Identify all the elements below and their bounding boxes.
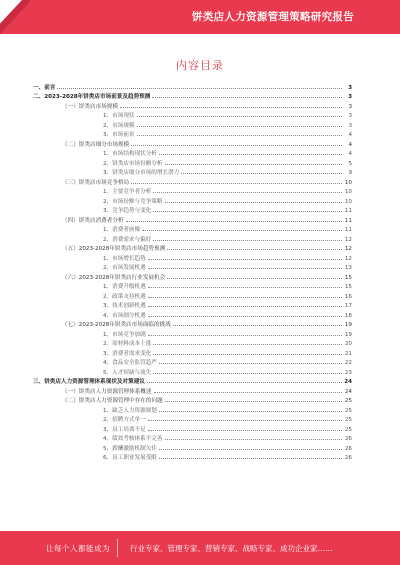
toc-leader-dots (153, 211, 342, 212)
toc-entry-page: 18 (344, 312, 352, 319)
toc-entry-page: 4 (348, 132, 352, 138)
toc-entry[interactable] (0, 91, 400, 101)
toc-entry-page: 3 (348, 84, 352, 91)
toc-entry[interactable] (0, 376, 400, 386)
toc-entry-label: 2、市场发展机遇 (103, 265, 146, 271)
toc-leader-dots (148, 316, 342, 317)
toc-entry[interactable] (0, 110, 400, 120)
toc-entry[interactable] (0, 414, 400, 424)
toc-entry-page: 25 (344, 407, 352, 414)
toc-entry-page: 25 (344, 417, 352, 423)
toc-entry-label: 2、市场份额与竞争策略 (103, 198, 163, 205)
toc-entry-label: 6、员工职业发展受限 (103, 455, 157, 461)
toc-leader-dots (152, 97, 342, 98)
toc-leader-dots (131, 183, 342, 184)
toc-entry-label: 1、消费者画像 (103, 227, 141, 233)
toc-entry[interactable] (0, 252, 400, 262)
report-title: 饼类店人力资源管理策略研究报告 (192, 11, 354, 23)
toc-leader-dots (148, 287, 342, 288)
toc-entry-label: 三、饼类店人力资源管理体系现状及对策建议 (33, 379, 145, 385)
toc-entry-label: （一）饼类店市场规模 (62, 103, 118, 110)
toc-entry-page: 3 (348, 122, 352, 129)
toc-entry-page: 3 (348, 113, 352, 119)
toc-entry-page: 16 (344, 293, 352, 300)
toc-leader-dots (173, 325, 342, 326)
page-header-bar (0, 0, 400, 34)
toc-leader-dots (165, 439, 343, 440)
toc-leader-dots (142, 230, 342, 231)
toc-leader-dots (57, 88, 342, 89)
toc-entry[interactable] (0, 138, 400, 148)
toc-leader-dots (159, 411, 342, 412)
toc-entry-label: 2、原材料成本上涨 (103, 341, 152, 347)
toc-entry-page: 10 (344, 198, 352, 205)
toc-entry-page: 12 (344, 236, 352, 243)
toc-entry-page: 3 (348, 103, 352, 110)
toc-entry-label: 2、政策支持机遇 (103, 293, 146, 300)
toc-entry-label: （四）饼类店消费者分析 (62, 217, 124, 224)
toc-entry-page: 15 (344, 274, 352, 281)
toc-leader-dots (148, 420, 342, 421)
toc-entry[interactable] (0, 300, 400, 310)
toc-entry[interactable] (0, 319, 400, 329)
toc-entry-page: 25 (344, 398, 352, 404)
toc-leader-dots (153, 354, 342, 355)
toc-leader-dots (165, 401, 342, 402)
toc-entry-page: 4 (348, 151, 352, 157)
toc-entry[interactable] (0, 119, 400, 129)
toc-entry[interactable] (0, 433, 400, 443)
toc-entry-label: 3、竞争趋势与变化 (103, 208, 152, 214)
toc-entry-label: 1、市场现状 (103, 113, 135, 119)
toc-entry-label: 3、消费者需求变化 (103, 350, 152, 357)
toc-entry[interactable] (0, 395, 400, 405)
toc-entry[interactable] (0, 309, 400, 319)
toc-entry-label: 3、员工培训不足 (103, 426, 146, 433)
toc-entry-label: 2、招聘方式单一 (103, 417, 146, 423)
table-of-contents (0, 81, 400, 509)
toc-leader-dots (148, 306, 342, 307)
toc-entry-label: 1、消费升级机遇 (103, 284, 146, 290)
toc-leader-dots (159, 449, 342, 450)
footer-slogan-right: 行业专家、管理专家、营销专家、战略专家、成功企业家…… (130, 544, 333, 553)
toc-entry-label: 2、消费需求与偏好 (103, 236, 152, 243)
toc-leader-dots (165, 202, 343, 203)
toc-entry-label: 1、缺乏人力资源规划 (103, 407, 157, 414)
toc-entry[interactable] (0, 357, 400, 367)
toc-entry[interactable] (0, 347, 400, 357)
toc-entry[interactable] (0, 148, 400, 158)
toc-entry[interactable] (0, 224, 400, 234)
toc-leader-dots (153, 344, 342, 345)
toc-leader-dots (148, 430, 342, 431)
toc-entry[interactable] (0, 157, 400, 167)
toc-entry-page: 10 (344, 189, 352, 195)
toc-entry-page: 4 (348, 141, 352, 148)
toc-entry-page: 23 (344, 369, 352, 376)
toc-entry[interactable] (0, 328, 400, 338)
toc-entry[interactable] (0, 442, 400, 452)
toc-entry-label: 3、市场前景 (103, 132, 135, 138)
toc-entry-page: 20 (344, 341, 352, 347)
toc-entry[interactable] (0, 214, 400, 224)
toc-entry-label: 1、市场结构现状分析 (103, 151, 157, 157)
toc-entry-page: 24 (344, 388, 352, 395)
toc-leader-dots (148, 335, 342, 336)
toc-entry[interactable] (0, 271, 400, 281)
toc-entry-page: 9 (348, 170, 352, 176)
toc-leader-dots (167, 249, 342, 250)
toc-leader-dots (167, 278, 342, 279)
toc-entry[interactable] (0, 262, 400, 272)
toc-entry-label: 4、市场细分机遇 (103, 312, 146, 319)
toc-leader-dots (148, 297, 342, 298)
toc-entry[interactable] (0, 385, 400, 395)
toc-leader-dots (159, 363, 342, 364)
toc-entry[interactable] (0, 366, 400, 376)
toc-leader-dots (165, 164, 343, 165)
page-footer-bar (0, 531, 400, 565)
toc-entry-label: （二）饼类店细分市场规模 (62, 141, 130, 148)
toc-entry[interactable] (0, 281, 400, 291)
toc-entry-label: （三）饼类店市场竞争格局 (62, 179, 130, 186)
toc-entry-label: （七）2023-2028年饼类店市场面临的挑战 (62, 322, 171, 328)
toc-entry[interactable] (0, 195, 400, 205)
toc-entry-label: （二）饼类店人力资源管理中存在的问题 (62, 398, 163, 404)
toc-entry-label: 2、市场规模 (103, 122, 135, 129)
toc-entry[interactable] (0, 290, 400, 300)
toc-entry-page: 26 (344, 445, 352, 452)
toc-entry-page: 11 (344, 217, 352, 224)
toc-entry-label: 二、2023-2028年饼类店市场前景及趋势预测 (33, 94, 151, 100)
toc-entry-page: 13 (344, 265, 352, 271)
toc-leader-dots (147, 382, 342, 383)
toc-leader-dots (137, 135, 342, 136)
toc-entry-page: 3 (348, 94, 352, 100)
toc-entry-page: 5 (348, 160, 352, 167)
toc-leader-dots (153, 240, 342, 241)
toc-entry-page: 11 (344, 227, 352, 233)
toc-entry-label: 1、市场增长趋势 (103, 255, 146, 262)
toc-entry-label: （一）饼类店人力资源管理体系概述 (62, 388, 152, 395)
toc-heading: 内容目录 (176, 59, 224, 72)
toc-leader-dots (154, 392, 342, 393)
toc-leader-dots (153, 192, 342, 193)
footer-divider (117, 539, 118, 557)
toc-entry-page: 26 (344, 455, 352, 461)
toc-entry[interactable] (0, 423, 400, 433)
toc-leader-dots (131, 145, 342, 146)
toc-entry-page: 24 (344, 379, 352, 385)
toc-entry[interactable] (0, 452, 400, 462)
toc-entry-label: 5、人才短缺与流失 (103, 369, 152, 376)
toc-entry[interactable] (0, 167, 400, 177)
toc-entry-page: 26 (344, 436, 352, 442)
toc-entry-page: 12 (344, 246, 352, 252)
toc-entry-label: 2、饼类店市场份额分析 (103, 160, 163, 167)
toc-entry-page: 22 (344, 360, 352, 366)
toc-entry[interactable] (0, 100, 400, 110)
toc-entry-label: 3、技术创新机遇 (103, 303, 146, 309)
toc-entry-label: 4、食品安全监管趋严 (103, 360, 157, 366)
toc-entry-page: 15 (344, 284, 352, 290)
toc-entry-label: （六）2023-2028年饼类店行业发展机会 (62, 274, 166, 281)
toc-entry[interactable] (0, 186, 400, 196)
toc-entry-page: 10 (344, 179, 352, 186)
toc-entry-label: 1、市场竞争加剧 (103, 331, 146, 338)
toc-entry[interactable] (0, 129, 400, 139)
toc-entry[interactable] (0, 404, 400, 414)
toc-entry[interactable] (0, 243, 400, 253)
toc-leader-dots (159, 154, 342, 155)
toc-entry[interactable] (0, 338, 400, 348)
toc-entry-label: （五）2023-2028年饼类店市场趋势预测 (62, 246, 166, 252)
toc-entry[interactable] (0, 176, 400, 186)
toc-entry-page: 19 (344, 331, 352, 338)
footer-slogan-left: 让每个人都能成为 (46, 544, 110, 553)
toc-entry-page: 19 (344, 322, 352, 328)
toc-entry[interactable] (0, 205, 400, 215)
toc-entry-label: 一、前言 (33, 84, 56, 91)
toc-entry-page: 17 (344, 303, 352, 309)
toc-leader-dots (137, 126, 342, 127)
toc-entry-page: 12 (344, 255, 352, 262)
toc-entry-page: 21 (344, 350, 352, 357)
toc-leader-dots (148, 268, 342, 269)
toc-entry-label: 4、绩效考核体系不完善 (103, 436, 163, 442)
toc-entry-label: 1、主要竞争者分析 (103, 189, 152, 195)
toc-leader-dots (153, 373, 342, 374)
toc-entry-label: 3、饼类店细分市场的增长潜力 (103, 170, 180, 176)
toc-entry[interactable] (0, 233, 400, 243)
toc-leader-dots (137, 116, 342, 117)
toc-entry[interactable] (0, 81, 400, 91)
toc-leader-dots (148, 259, 342, 260)
toc-leader-dots (126, 221, 342, 222)
toc-entry-page: 25 (344, 426, 352, 433)
toc-leader-dots (120, 107, 342, 108)
toc-entry-page: 11 (344, 208, 352, 214)
toc-entry-label: 5、薪酬激励机制欠佳 (103, 445, 157, 452)
toc-leader-dots (159, 458, 342, 459)
toc-leader-dots (181, 173, 342, 174)
